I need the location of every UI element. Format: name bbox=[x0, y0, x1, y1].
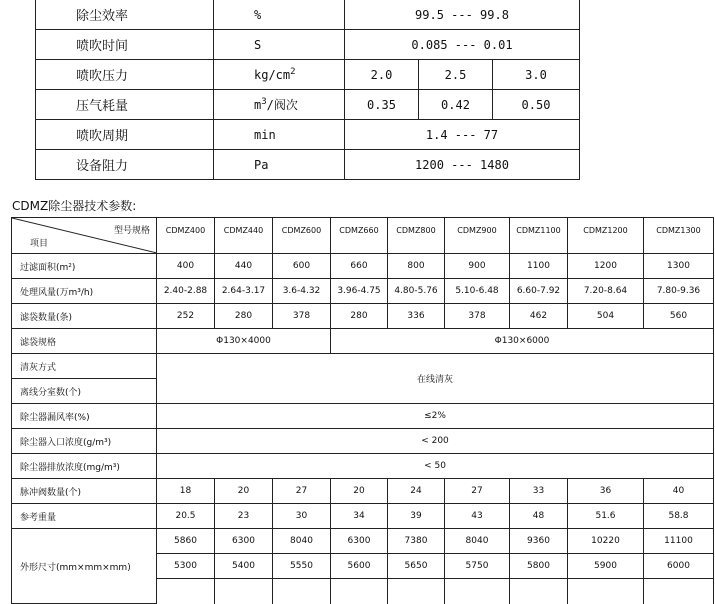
cell bbox=[331, 579, 388, 604]
cell: 560 bbox=[644, 304, 714, 329]
row-value: 2.0 bbox=[345, 60, 419, 90]
cell bbox=[445, 579, 510, 604]
cell bbox=[388, 579, 445, 604]
row-label: 除尘器漏风率(%) bbox=[12, 404, 157, 429]
cell: 51.6 bbox=[568, 504, 644, 529]
cell: 2.40-2.88 bbox=[157, 279, 215, 304]
cell: 10220 bbox=[568, 529, 644, 554]
cell bbox=[644, 579, 714, 604]
row-label: 滤袋规格 bbox=[12, 329, 157, 354]
table-row bbox=[12, 304, 714, 329]
model-header: CDMZ440 bbox=[215, 218, 273, 254]
row-label: 喷吹压力 bbox=[36, 60, 214, 90]
row-label: 处理风量(万m³/h) bbox=[12, 279, 157, 304]
cell: 7.20-8.64 bbox=[568, 279, 644, 304]
cell: 8040 bbox=[445, 529, 510, 554]
cell: 11100 bbox=[644, 529, 714, 554]
header-item-label: 项目 bbox=[30, 239, 49, 249]
cell: 8040 bbox=[273, 529, 331, 554]
cell: 20 bbox=[215, 479, 273, 504]
cell: 27 bbox=[445, 479, 510, 504]
row-label: 离线分室数(个) bbox=[12, 379, 157, 404]
model-header: CDMZ400 bbox=[157, 218, 215, 254]
row-label: 喷吹时间 bbox=[36, 30, 214, 60]
cell: 在线清灰 bbox=[157, 354, 714, 404]
cell: 5400 bbox=[215, 554, 273, 579]
table-row bbox=[36, 30, 580, 60]
row-value: 0.085 --- 0.01 bbox=[345, 30, 580, 60]
cell: 6300 bbox=[215, 529, 273, 554]
cell: 4.80-5.76 bbox=[388, 279, 445, 304]
table-row bbox=[12, 354, 714, 379]
model-header: CDMZ800 bbox=[388, 218, 445, 254]
row-label: 参考重量 bbox=[12, 504, 157, 529]
row-unit: S bbox=[214, 30, 345, 60]
cell: ≤2% bbox=[157, 404, 714, 429]
spec-table-top bbox=[35, 0, 580, 180]
cell bbox=[273, 579, 331, 604]
cell: 30 bbox=[273, 504, 331, 529]
cell: 33 bbox=[510, 479, 568, 504]
row-unit: $kg/cm^2$ bbox=[214, 60, 345, 90]
cell: 1300 bbox=[644, 254, 714, 279]
model-header: CDMZ900 bbox=[445, 218, 510, 254]
cell: 7380 bbox=[388, 529, 445, 554]
cell: 336 bbox=[388, 304, 445, 329]
cell: 400 bbox=[157, 254, 215, 279]
cell: 34 bbox=[331, 504, 388, 529]
row-label: 设备阻力 bbox=[36, 150, 214, 180]
row-value: 0.35 bbox=[345, 90, 419, 120]
table-row bbox=[12, 329, 714, 354]
row-label: 除尘效率 bbox=[36, 0, 214, 30]
cell: 378 bbox=[273, 304, 331, 329]
cell: Φ130×4000 bbox=[157, 329, 331, 354]
cell: 3.6-4.32 bbox=[273, 279, 331, 304]
row-label: 除尘器入口浓度(g/m³) bbox=[12, 429, 157, 454]
cell: 440 bbox=[215, 254, 273, 279]
cell: 1100 bbox=[510, 254, 568, 279]
cell: 7.80-9.36 bbox=[644, 279, 714, 304]
table-row bbox=[36, 120, 580, 150]
cell: 18 bbox=[157, 479, 215, 504]
cell: 20 bbox=[331, 479, 388, 504]
row-value: 2.5 bbox=[419, 60, 493, 90]
row-label: 清灰方式 bbox=[12, 354, 157, 379]
cell: 27 bbox=[273, 479, 331, 504]
row-label: 压气耗量 bbox=[36, 90, 214, 120]
header-model-label: 型号规格 bbox=[113, 226, 150, 236]
cell bbox=[568, 579, 644, 604]
table-row bbox=[12, 279, 714, 304]
model-header: CDMZ1300 bbox=[644, 218, 714, 254]
cell: 3.96-4.75 bbox=[331, 279, 388, 304]
cell bbox=[215, 579, 273, 604]
cell: 6000 bbox=[644, 554, 714, 579]
table-row bbox=[12, 404, 714, 429]
row-unit: % bbox=[214, 0, 345, 30]
table-row bbox=[12, 529, 714, 554]
cell: 5800 bbox=[510, 554, 568, 579]
cell: 5750 bbox=[445, 554, 510, 579]
table-row bbox=[12, 454, 714, 479]
row-unit: Pa bbox=[214, 150, 345, 180]
table-row bbox=[36, 150, 580, 180]
cell: 504 bbox=[568, 304, 644, 329]
cell: 660 bbox=[331, 254, 388, 279]
model-header: CDMZ600 bbox=[273, 218, 331, 254]
table-row bbox=[12, 254, 714, 279]
cell: 6.60-7.92 bbox=[510, 279, 568, 304]
cell: 5300 bbox=[157, 554, 215, 579]
cell: 5550 bbox=[273, 554, 331, 579]
row-value: 1200 --- 1480 bbox=[345, 150, 580, 180]
cell: 900 bbox=[445, 254, 510, 279]
cell: < 200 bbox=[157, 429, 714, 454]
header-row bbox=[12, 218, 714, 254]
cell: 39 bbox=[388, 504, 445, 529]
cell: 43 bbox=[445, 504, 510, 529]
cell: 462 bbox=[510, 304, 568, 329]
diagonal-header-cell bbox=[12, 218, 157, 254]
cell: 40 bbox=[644, 479, 714, 504]
row-value: 3.0 bbox=[493, 60, 580, 90]
cell: 5600 bbox=[331, 554, 388, 579]
cell: 5.10-6.48 bbox=[445, 279, 510, 304]
cell: 252 bbox=[157, 304, 215, 329]
cell: 280 bbox=[331, 304, 388, 329]
table-row bbox=[36, 60, 580, 90]
spec-table-main bbox=[11, 217, 714, 604]
cell: 280 bbox=[215, 304, 273, 329]
cell: 378 bbox=[445, 304, 510, 329]
model-header: CDMZ660 bbox=[331, 218, 388, 254]
cell: 5900 bbox=[568, 554, 644, 579]
cell: 5860 bbox=[157, 529, 215, 554]
row-value: 1.4 --- 77 bbox=[345, 120, 580, 150]
row-label: 外形尺寸(mm×mm×mm) bbox=[12, 529, 157, 604]
row-label: 滤袋数量(条) bbox=[12, 304, 157, 329]
cell: 24 bbox=[388, 479, 445, 504]
cell: 6300 bbox=[331, 529, 388, 554]
row-value: 0.50 bbox=[493, 90, 580, 120]
model-header: CDMZ1200 bbox=[568, 218, 644, 254]
cell: 600 bbox=[273, 254, 331, 279]
cell: Φ130×6000 bbox=[331, 329, 714, 354]
row-label: 脉冲阀数量(个) bbox=[12, 479, 157, 504]
table-row bbox=[12, 504, 714, 529]
row-unit: min bbox=[214, 120, 345, 150]
row-label: 喷吹周期 bbox=[36, 120, 214, 150]
cell: 20.5 bbox=[157, 504, 215, 529]
table-row bbox=[36, 90, 580, 120]
cell: 5650 bbox=[388, 554, 445, 579]
cell: < 50 bbox=[157, 454, 714, 479]
cell: 36 bbox=[568, 479, 644, 504]
table-row bbox=[12, 479, 714, 504]
row-value: 0.42 bbox=[419, 90, 493, 120]
table-row bbox=[36, 0, 580, 30]
cell bbox=[157, 579, 215, 604]
cell: 2.64-3.17 bbox=[215, 279, 273, 304]
row-label: 除尘器排放浓度(mg/m³) bbox=[12, 454, 157, 479]
cell: 1200 bbox=[568, 254, 644, 279]
row-value: 99.5 --- 99.8 bbox=[345, 0, 580, 30]
cell: 23 bbox=[215, 504, 273, 529]
cell: 48 bbox=[510, 504, 568, 529]
cell: 58.8 bbox=[644, 504, 714, 529]
section-caption: CDMZ除尘器技术参数: bbox=[12, 199, 137, 213]
row-unit: $m^3/$阀次 bbox=[214, 90, 345, 120]
cell: 9360 bbox=[510, 529, 568, 554]
cell bbox=[510, 579, 568, 604]
row-label: 过滤面积(m²) bbox=[12, 254, 157, 279]
table-row bbox=[12, 429, 714, 454]
cell: 800 bbox=[388, 254, 445, 279]
model-header: CDMZ1100 bbox=[510, 218, 568, 254]
